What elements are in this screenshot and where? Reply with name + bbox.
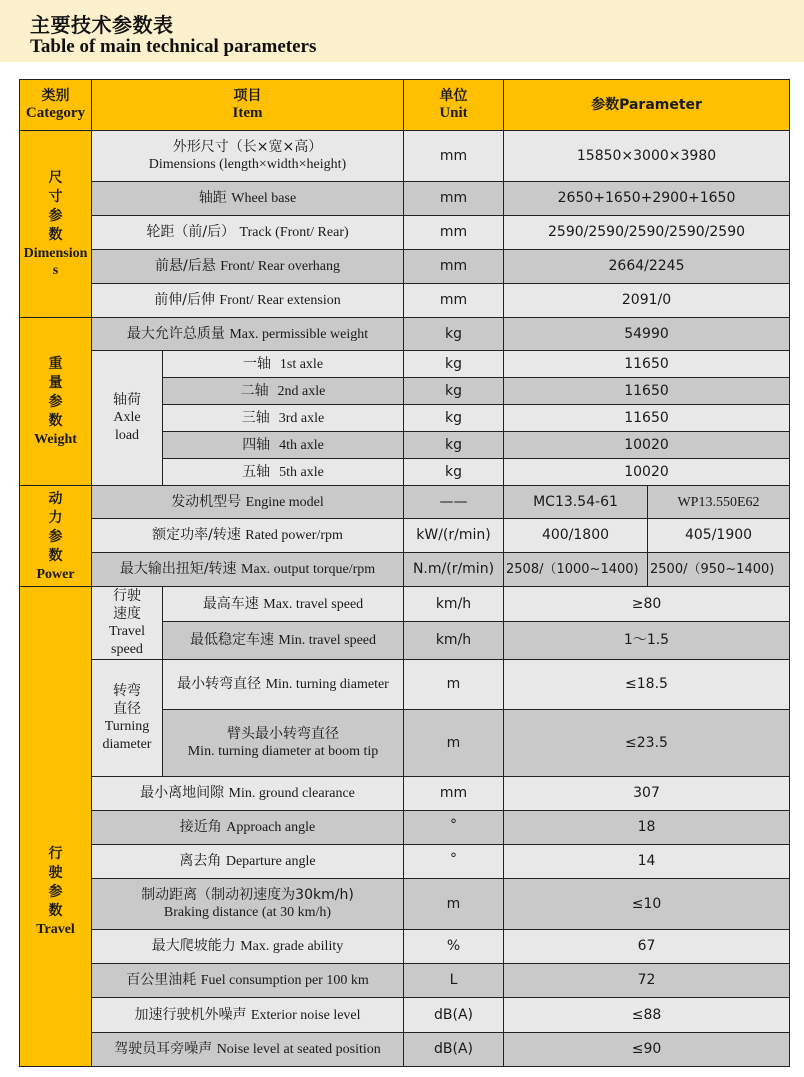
value-cell: 2664/2245: [504, 250, 790, 284]
unit-cell: kg: [404, 432, 504, 459]
table-row: [20, 182, 790, 216]
item-overhang: 前悬/后悬 Front/ Rear overhang: [92, 250, 404, 284]
table-row: [20, 553, 790, 587]
value-cell-engine-2: 2500/（950~1400): [648, 553, 790, 587]
unit-cell: dB(A): [404, 1033, 504, 1067]
item-approach-angle: 接近角 Approach angle: [92, 811, 404, 845]
table-row: [20, 998, 790, 1033]
unit-cell: mm: [404, 777, 504, 811]
value-cell: 2091/0: [504, 284, 790, 318]
table-row: [20, 486, 790, 519]
table-row: [20, 964, 790, 998]
item-axle-1: 一轴 1st axle: [163, 351, 404, 378]
unit-cell: mm: [404, 216, 504, 250]
value-cell: 2590/2590/2590/2590/2590: [504, 216, 790, 250]
table-row: [20, 131, 790, 182]
unit-cell: mm: [404, 131, 504, 182]
table-row: [20, 845, 790, 879]
group-axle-load: 轴荷 Axle load: [92, 351, 163, 486]
table-row: [20, 1033, 790, 1067]
category-power: 动 力 参 数 Power: [20, 486, 92, 587]
table-row: [20, 519, 790, 553]
unit-cell: m: [404, 710, 504, 777]
table-row: [20, 811, 790, 845]
item-axle-3: 三轴 3rd axle: [163, 405, 404, 432]
unit-cell: km/h: [404, 622, 504, 660]
unit-cell: m: [404, 879, 504, 930]
item-max-weight: 最大允许总质量 Max. permissible weight: [92, 318, 404, 351]
item-axle-4: 四轴 4th axle: [163, 432, 404, 459]
unit-cell: %: [404, 930, 504, 964]
value-cell: ≤23.5: [504, 710, 790, 777]
item-dimensions: 外形尺寸（长×宽×高） Dimensions (length×width×height): [92, 131, 404, 182]
item-boom-tip-turning-diameter: 臂头最小转弯直径 Min. turning diameter at boom tip: [163, 710, 404, 777]
value-cell: ≤88: [504, 998, 790, 1033]
item-exterior-noise: 加速行驶机外噪声 Exterior noise level: [92, 998, 404, 1033]
unit-cell: kW/(r/min): [404, 519, 504, 553]
value-cell: 10020: [504, 459, 790, 486]
value-cell: 10020: [504, 432, 790, 459]
value-cell-engine-2: WP13.550E62: [648, 486, 790, 519]
unit-cell: km/h: [404, 587, 504, 622]
group-turning-diameter: 转弯 直径 Turning diameter: [92, 660, 163, 777]
table-row: [20, 777, 790, 811]
table-row: [20, 284, 790, 318]
value-cell: 15850×3000×3980: [504, 131, 790, 182]
item-grade-ability: 最大爬坡能力 Max. grade ability: [92, 930, 404, 964]
item-seated-noise: 驾驶员耳旁噪声 Noise level at seated position: [92, 1033, 404, 1067]
table-row: [20, 587, 790, 622]
table-row: [20, 250, 790, 284]
unit-cell: ——: [404, 486, 504, 519]
unit-cell: mm: [404, 250, 504, 284]
value-cell: 14: [504, 845, 790, 879]
value-cell: ≤18.5: [504, 660, 790, 710]
table-row: [20, 216, 790, 250]
value-cell: 2650+1650+2900+1650: [504, 182, 790, 216]
value-cell: 11650: [504, 405, 790, 432]
unit-cell: dB(A): [404, 998, 504, 1033]
value-cell-engine-1: 2508/（1000~1400): [504, 553, 648, 587]
item-wheel-base: 轴距 Wheel base: [92, 182, 404, 216]
technical-parameters-table: [19, 79, 790, 1067]
header-parameter: 参数Parameter: [504, 80, 790, 131]
page-title-cn: 主要技术参数表: [30, 13, 174, 37]
page-title-en: Table of main technical parameters: [30, 36, 317, 57]
table-row: [20, 660, 790, 710]
category-travel: 行 驶 参 数 Travel: [20, 587, 92, 1067]
item-departure-angle: 离去角 Departure angle: [92, 845, 404, 879]
unit-cell: °: [404, 845, 504, 879]
category-dimensions: 尺 寸 参 数 Dimensions: [20, 131, 92, 318]
value-cell: ≥80: [504, 587, 790, 622]
item-min-turning-diameter: 最小转弯直径 Min. turning diameter: [163, 660, 404, 710]
unit-cell: N.m/(r/min): [404, 553, 504, 587]
value-cell-engine-1: MC13.54-61: [504, 486, 648, 519]
unit-cell: m: [404, 660, 504, 710]
unit-cell: kg: [404, 318, 504, 351]
value-cell: ≤10: [504, 879, 790, 930]
item-max-speed: 最高车速 Max. travel speed: [163, 587, 404, 622]
header-item: 项目 Item: [92, 80, 404, 131]
unit-cell: mm: [404, 284, 504, 318]
item-braking-distance: 制动距离（制动初速度为30km/h) Braking distance (at 30 km/h): [92, 879, 404, 930]
item-extension: 前伸/后伸 Front/ Rear extension: [92, 284, 404, 318]
table-row: [20, 879, 790, 930]
value-cell-engine-2: 405/1900: [648, 519, 790, 553]
value-cell: 67: [504, 930, 790, 964]
item-fuel-consumption: 百公里油耗 Fuel consumption per 100 km: [92, 964, 404, 998]
value-cell-engine-1: 400/1800: [504, 519, 648, 553]
unit-cell: mm: [404, 182, 504, 216]
value-cell: 54990: [504, 318, 790, 351]
unit-cell: L: [404, 964, 504, 998]
value-cell: ≤90: [504, 1033, 790, 1067]
value-cell: 1～1.5: [504, 622, 790, 660]
title-banner: [0, 0, 804, 62]
value-cell: 72: [504, 964, 790, 998]
item-engine-model: 发动机型号 Engine model: [92, 486, 404, 519]
unit-cell: °: [404, 811, 504, 845]
value-cell: 11650: [504, 378, 790, 405]
value-cell: 307: [504, 777, 790, 811]
table-row: [20, 351, 790, 378]
category-weight: 重 量 参 数 Weight: [20, 318, 92, 486]
item-ground-clearance: 最小离地间隙 Min. ground clearance: [92, 777, 404, 811]
item-track: 轮距（前/后） Track (Front/ Rear): [92, 216, 404, 250]
table-row: [20, 930, 790, 964]
unit-cell: kg: [404, 459, 504, 486]
unit-cell: kg: [404, 378, 504, 405]
table-header-row: [20, 80, 790, 131]
item-min-speed: 最低稳定车速 Min. travel speed: [163, 622, 404, 660]
item-axle-2: 二轴 2nd axle: [163, 378, 404, 405]
header-category: 类别 Category: [20, 80, 92, 131]
value-cell: 18: [504, 811, 790, 845]
item-rated-power: 额定功率/转速 Rated power/rpm: [92, 519, 404, 553]
value-cell: 11650: [504, 351, 790, 378]
header-unit: 单位 Unit: [404, 80, 504, 131]
item-max-torque: 最大输出扭矩/转速 Max. output torque/rpm: [92, 553, 404, 587]
table-row: [20, 318, 790, 351]
group-travel-speed: 行驶 速度 Travel speed: [92, 587, 163, 660]
unit-cell: kg: [404, 351, 504, 378]
unit-cell: kg: [404, 405, 504, 432]
item-axle-5: 五轴 5th axle: [163, 459, 404, 486]
